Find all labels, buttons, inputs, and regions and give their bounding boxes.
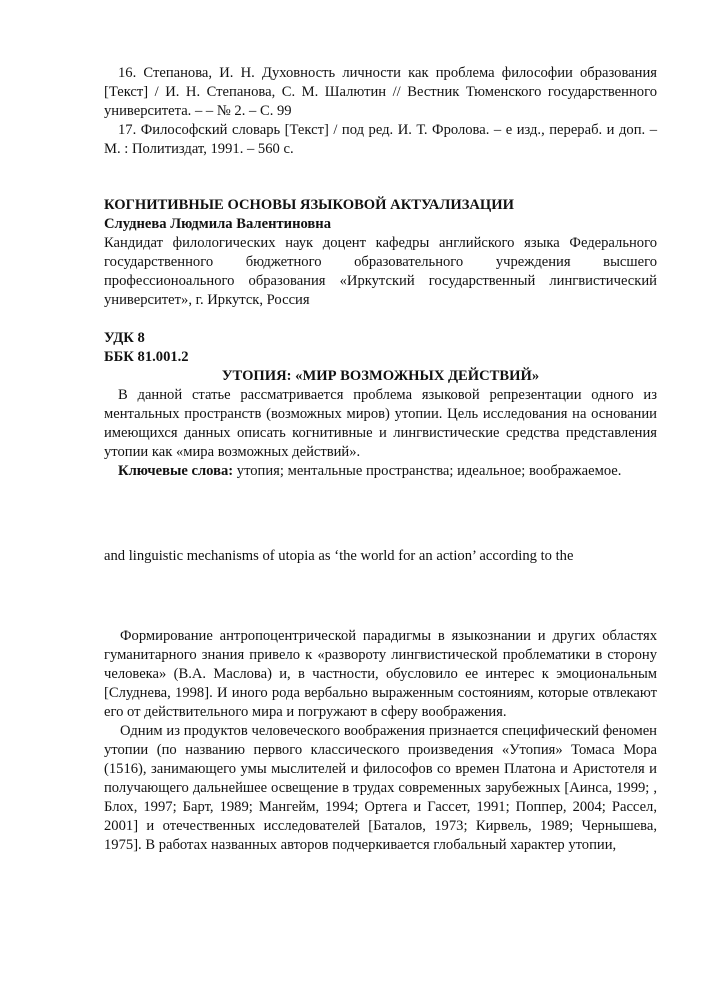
body-paragraph-1: Формирование антропоцентрической парадигмы в языкознании и других областях гуманитарного знания привело к «развороту лингвистической проблематики в сторону человека» (В.А. Маслова) и, в частности, обусловило ее интерес к эмоциональным [Слуднева, 1998]. И иного рода вербально выраженным состояниям, которые отвлекают его от действительного мира и погружают в сферу воображения. bbox=[104, 628, 657, 720]
spacer bbox=[104, 310, 657, 329]
document-page bbox=[104, 64, 657, 855]
article-heading: КОГНИТИВНЫЕ ОСНОВЫ ЯЗЫКОВОЙ АКТУАЛИЗАЦИИ bbox=[104, 197, 514, 213]
reference-17: 17. Философский словарь [Текст] / под ред. И. Т. Фролова. – е изд., перераб. и доп. – М. : Политиздат, 1991. – 560 с. bbox=[104, 122, 657, 157]
spacer bbox=[104, 481, 657, 547]
article-title: УТОПИЯ: «МИР ВОЗМОЖНЫХ ДЕЙСТВИЙ» bbox=[221, 368, 540, 384]
abstract: В данной статье рассматривается проблема языковой репрезентации одного из ментальных пространств (возможных миров) утопии. Цель исследования на основании имеющихся данных описать когнитивные и лингвистические средства представления утопии как «мира возможных действий». bbox=[104, 387, 657, 460]
author-name: Слуднева Людмила Валентиновна bbox=[104, 216, 331, 232]
reference-16: 16. Степанова, И. Н. Духовность личности как проблема философии образования [Текст] / И. Н. Степанова, С. М. Шалютин // Вестник Тюменского государственного университета. – – № 2. – С. 99 bbox=[104, 65, 657, 119]
body-paragraph-2: Одним из продуктов человеческого воображения признается специфический феномен утопии (по названию первого классического произведения «Утопия» Томаса Мора (1516), занимающего умы мыслителей и философов со времен Платона и Аристотеля и получающего дальнейшее освещение в трудах современных зарубежных [Аинса, 1999; , Блох, 1997; Барт, 1989; Мангейм, 1994; Ортега и Гассет, 1991; Поппер, 2004; Рассел, 2001] и отечественных исследователей [Баталов, 1973; Кирвель, 1989; Чернышева, 1975]. В работах названных авторов подчеркивается глобальный характер утопии, bbox=[104, 723, 657, 853]
keywords-text: утопия; ментальные пространства; идеальное; воображаемое. bbox=[236, 463, 622, 479]
spacer bbox=[104, 566, 657, 627]
udk-code: УДК 8 bbox=[104, 330, 145, 346]
english-abstract-line: and linguistic mechanisms of utopia as ‘the world for an action’ according to the bbox=[104, 548, 574, 564]
keywords-label: Ключевые слова: bbox=[118, 463, 234, 479]
author-affiliation: Кандидат филологических наук доцент кафедры английского языка Федерального государственного бюджетного образовательного учреждения высшего профессионоального образования «Иркутский государственный лингвистический университет», г. Иркутск, Россия bbox=[104, 235, 657, 308]
bbk-code: ББК 81.001.2 bbox=[104, 349, 189, 365]
spacer bbox=[104, 159, 657, 196]
keywords-line bbox=[104, 462, 657, 481]
